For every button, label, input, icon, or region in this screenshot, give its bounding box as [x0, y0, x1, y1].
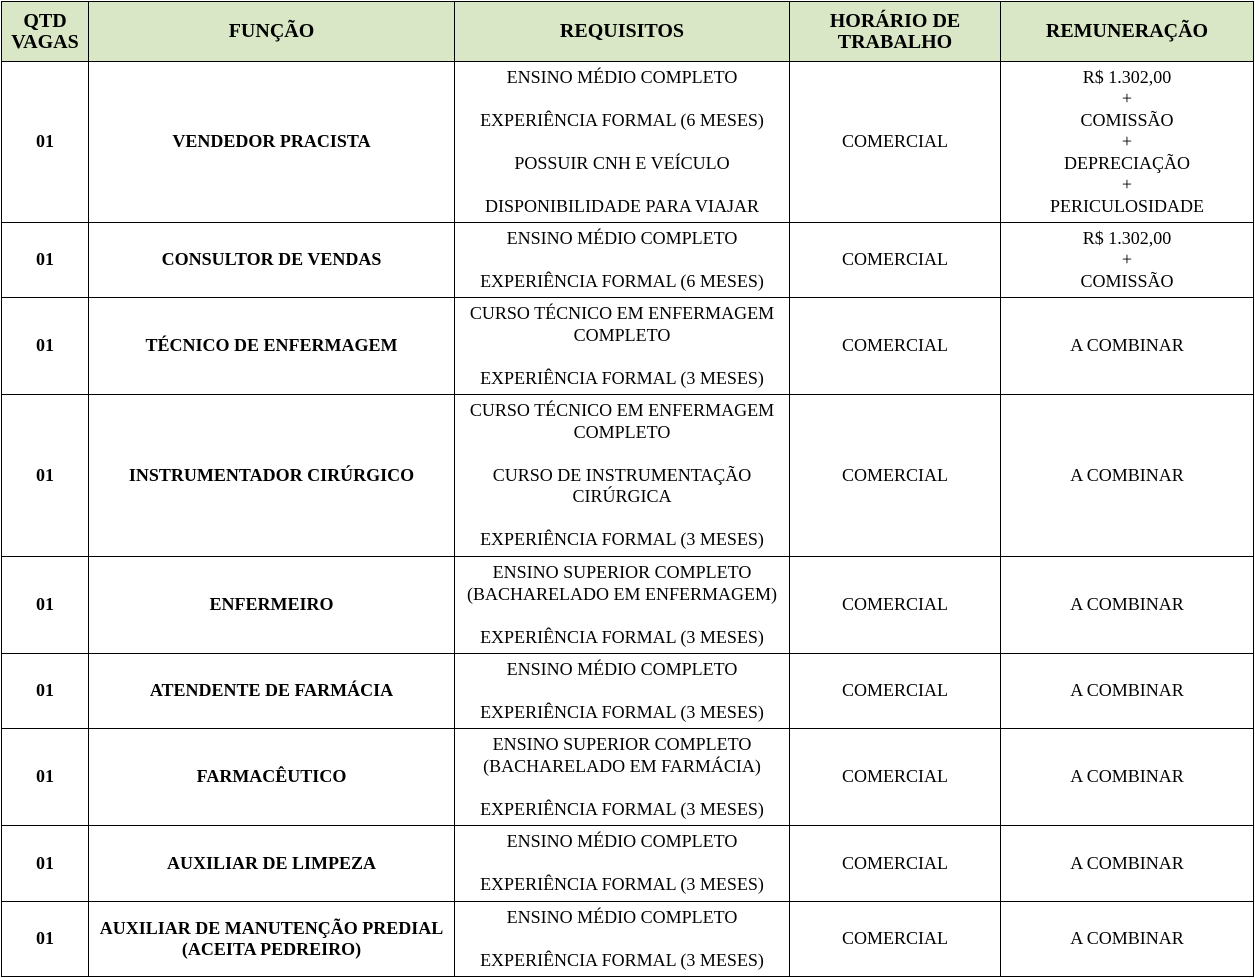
requisito-line: (BACHARELADO EM ENFERMAGEM)	[467, 583, 777, 604]
qtd-cell: 01	[2, 826, 89, 902]
table-row	[2, 826, 1254, 902]
remuneracao-line: A COMBINAR	[1070, 464, 1184, 485]
requisitos-cell	[455, 729, 790, 826]
qtd-cell: 01	[2, 557, 89, 654]
remuneracao-line: +	[1121, 249, 1133, 270]
requisito-line: COMPLETO	[573, 421, 671, 442]
requisito-line: EXPERIÊNCIA FORMAL (3 MESES)	[480, 874, 764, 895]
requisito-line: ENSINO MÉDIO COMPLETO	[506, 658, 738, 679]
requisito-line: ENSINO MÉDIO COMPLETO	[506, 227, 738, 248]
remuneracao-cell	[1001, 902, 1254, 977]
funcao-cell: INSTRUMENTADOR CIRÚRGICO	[89, 395, 455, 557]
funcao-cell: FARMACÊUTICO	[89, 729, 455, 826]
table-row	[2, 902, 1254, 977]
remuneracao-line: A COMBINAR	[1070, 335, 1184, 356]
requisitos-cell	[455, 557, 790, 654]
table-row	[2, 223, 1254, 298]
horario-cell: COMERCIAL	[790, 395, 1001, 557]
requisitos-cell	[455, 654, 790, 729]
table-row	[2, 395, 1254, 557]
qtd-cell: 01	[2, 223, 89, 298]
requisito-line: COMPLETO	[573, 324, 671, 345]
requisito-line: CURSO DE INSTRUMENTAÇÃO	[492, 464, 752, 485]
table-row	[2, 557, 1254, 654]
remuneracao-line: COMISSÃO	[1080, 270, 1174, 291]
requisito-line: (BACHARELADO EM FARMÁCIA)	[483, 755, 761, 776]
requisito-line: EXPERIÊNCIA FORMAL (6 MESES)	[480, 270, 764, 291]
requisito-line: EXPERIÊNCIA FORMAL (3 MESES)	[480, 949, 764, 970]
remuneracao-cell	[1001, 826, 1254, 902]
remuneracao-cell	[1001, 395, 1254, 557]
remuneracao-line: A COMBINAR	[1070, 594, 1184, 615]
requisito-line: EXPERIÊNCIA FORMAL (3 MESES)	[480, 798, 764, 819]
requisito-line	[459, 853, 785, 875]
remuneracao-cell	[1001, 654, 1254, 729]
header-funcao: FUNÇÃO	[89, 2, 455, 62]
requisitos-cell	[455, 62, 790, 223]
remuneracao-line: PERICULOSIDADE	[1049, 195, 1204, 216]
horario-cell: COMERCIAL	[790, 654, 1001, 729]
header-remuneracao: REMUNERAÇÃO	[1001, 2, 1254, 62]
remuneracao-line: +	[1121, 131, 1133, 152]
requisito-line: CURSO TÉCNICO EM ENFERMAGEM	[469, 303, 775, 323]
requisito-line	[459, 346, 785, 368]
table-row	[2, 298, 1254, 395]
horario-cell: COMERCIAL	[790, 902, 1001, 977]
requisito-line	[459, 249, 785, 271]
remuneracao-line: A COMBINAR	[1070, 852, 1184, 873]
requisito-line	[459, 131, 785, 153]
header-qtd: QTD VAGAS	[2, 2, 89, 62]
qtd-cell: 01	[2, 298, 89, 395]
remuneracao-line: R$ 1.302,00	[1082, 227, 1172, 248]
funcao-cell: VENDEDOR PRACISTA	[89, 62, 455, 223]
funcao-cell: CONSULTOR DE VENDAS	[89, 223, 455, 298]
remuneracao-cell	[1001, 223, 1254, 298]
funcao-cell: ATENDENTE DE FARMÁCIA	[89, 654, 455, 729]
requisito-line: ENSINO SUPERIOR COMPLETO	[492, 734, 752, 754]
qtd-cell: 01	[2, 62, 89, 223]
remuneracao-line: R$ 1.302,00	[1082, 66, 1172, 87]
qtd-cell: 01	[2, 729, 89, 826]
requisito-line: ENSINO SUPERIOR COMPLETO	[492, 562, 752, 582]
remuneracao-line: DEPRECIAÇÃO	[1063, 152, 1190, 173]
qtd-cell: 01	[2, 395, 89, 557]
requisito-line	[459, 680, 785, 702]
requisito-line: EXPERIÊNCIA FORMAL (3 MESES)	[480, 626, 764, 647]
table-row	[2, 729, 1254, 826]
requisitos-cell	[455, 298, 790, 395]
remuneracao-cell	[1001, 557, 1254, 654]
requisito-line: EXPERIÊNCIA FORMAL (3 MESES)	[480, 367, 764, 388]
requisitos-cell	[455, 826, 790, 902]
remuneracao-line: A COMBINAR	[1070, 680, 1184, 701]
horario-cell: COMERCIAL	[790, 223, 1001, 298]
requisito-line: ENSINO MÉDIO COMPLETO	[506, 906, 738, 927]
remuneracao-line: COMISSÃO	[1080, 109, 1174, 130]
requisito-line: ENSINO MÉDIO COMPLETO	[506, 66, 738, 87]
header-horario: HORÁRIO DE TRABALHO	[790, 2, 1001, 62]
requisito-line: CIRÚRGICA	[572, 486, 672, 507]
funcao-cell: TÉCNICO DE ENFERMAGEM	[89, 298, 455, 395]
remuneracao-cell	[1001, 729, 1254, 826]
header-row	[2, 2, 1254, 62]
requisito-line: EXPERIÊNCIA FORMAL (6 MESES)	[480, 109, 764, 130]
requisito-line	[459, 928, 785, 950]
requisito-line: DISPONIBILIDADE PARA VIAJAR	[484, 195, 760, 216]
requisito-line: ENSINO MÉDIO COMPLETO	[506, 831, 738, 852]
qtd-cell: 01	[2, 902, 89, 977]
requisitos-cell	[455, 395, 790, 557]
requisitos-cell	[455, 223, 790, 298]
job-openings-table	[1, 1, 1254, 977]
funcao-cell: AUXILIAR DE LIMPEZA	[89, 826, 455, 902]
remuneracao-cell	[1001, 298, 1254, 395]
funcao-cell: ENFERMEIRO	[89, 557, 455, 654]
requisitos-cell	[455, 902, 790, 977]
header-requisitos: REQUISITOS	[455, 2, 790, 62]
qtd-cell: 01	[2, 654, 89, 729]
requisito-line: EXPERIÊNCIA FORMAL (3 MESES)	[480, 701, 764, 722]
horario-cell: COMERCIAL	[790, 826, 1001, 902]
funcao-cell: AUXILIAR DE MANUTENÇÃO PREDIAL (ACEITA PEDREIRO)	[89, 902, 455, 977]
table-body	[2, 62, 1254, 977]
remuneracao-line: +	[1121, 88, 1133, 109]
requisito-line	[459, 508, 785, 530]
requisito-line: EXPERIÊNCIA FORMAL (3 MESES)	[480, 529, 764, 550]
table-row	[2, 62, 1254, 223]
requisito-line	[459, 777, 785, 799]
requisito-line: POSSUIR CNH E VEÍCULO	[514, 152, 730, 173]
remuneracao-line: A COMBINAR	[1070, 928, 1184, 949]
requisito-line	[459, 605, 785, 627]
horario-cell: COMERCIAL	[790, 298, 1001, 395]
requisito-line: CURSO TÉCNICO EM ENFERMAGEM	[469, 400, 775, 421]
horario-cell: COMERCIAL	[790, 729, 1001, 826]
horario-cell: COMERCIAL	[790, 62, 1001, 223]
remuneracao-line: +	[1121, 174, 1133, 195]
requisito-line	[459, 443, 785, 465]
requisito-line	[459, 88, 785, 110]
table-row	[2, 654, 1254, 729]
remuneracao-line: A COMBINAR	[1070, 766, 1184, 787]
remuneracao-cell	[1001, 62, 1254, 223]
requisito-line	[459, 174, 785, 196]
horario-cell: COMERCIAL	[790, 557, 1001, 654]
